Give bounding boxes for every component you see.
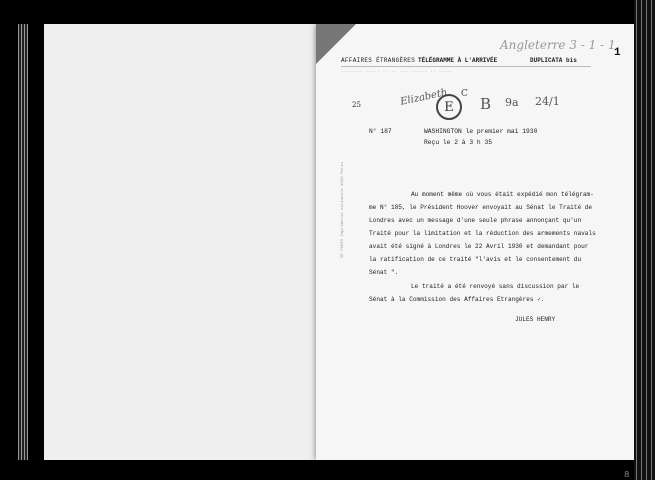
handwritten-9a: 9a xyxy=(505,96,519,109)
left-blank-page xyxy=(44,24,316,460)
body-line: la ratification de ce traité "l'avis et le consentement du xyxy=(369,256,582,263)
circled-e-stamp: E xyxy=(436,94,462,120)
body-line: Londres avec un message d'une seule phrase annonçant qu'un xyxy=(369,217,582,224)
ministry-label: AFFAIRES ÉTRANGÈRES xyxy=(341,57,416,64)
body-line: Le traité a été renvoyé sans discussion par le xyxy=(411,283,580,290)
body-line: Sénat à la Commission des Affaires Etrangères ✓. xyxy=(369,296,545,303)
handwritten-classification: Angleterre 3 - 1 - 1 xyxy=(500,38,616,52)
page-number: 1 xyxy=(614,47,621,59)
copy-label: DUPLICATA bis xyxy=(530,57,577,64)
right-page-edge xyxy=(634,0,655,480)
header-rule xyxy=(341,66,591,67)
handwritten-c: C xyxy=(461,89,468,99)
handwritten-date: 24/1 xyxy=(535,95,560,108)
margin-imprint: DE PARIS Imprimerie nationale 1930 Paris xyxy=(341,161,345,258)
telegram-origin: WASHINGTON le premier mai 1930 xyxy=(424,128,538,135)
body-line: Sénat ". xyxy=(369,269,399,276)
telegram-number: N° 187 xyxy=(369,128,392,135)
film-frame-mark: 8 xyxy=(624,470,630,480)
telegram-received: Reçu le 2 à 3 h 35 xyxy=(424,139,493,146)
body-line: avait été signé à Londres le 22 Avril 1930 et demandant pour xyxy=(369,243,589,250)
handwritten-signature: Elizabeth xyxy=(399,87,449,108)
left-page-edge xyxy=(18,24,28,460)
body-line: Traité pour la limitation et la réduction des armements navals xyxy=(369,230,596,237)
signatory: JULES HENRY xyxy=(515,316,556,323)
handwritten-b: B xyxy=(480,95,492,113)
handwritten-number: 25 xyxy=(352,101,361,109)
body-line: Au moment même où vous était expédié mon télégram- xyxy=(411,191,594,198)
document-title: TÉLÉGRAMME À L'ARRIVÉE xyxy=(418,57,498,64)
telegram-page xyxy=(316,24,634,460)
ministry-subline: -------- ----- -- -- --- ------ -- ----- xyxy=(341,70,454,73)
body-line: me N° 185, le Président Hoover envoyait au Sénat le Traité de xyxy=(369,204,593,211)
